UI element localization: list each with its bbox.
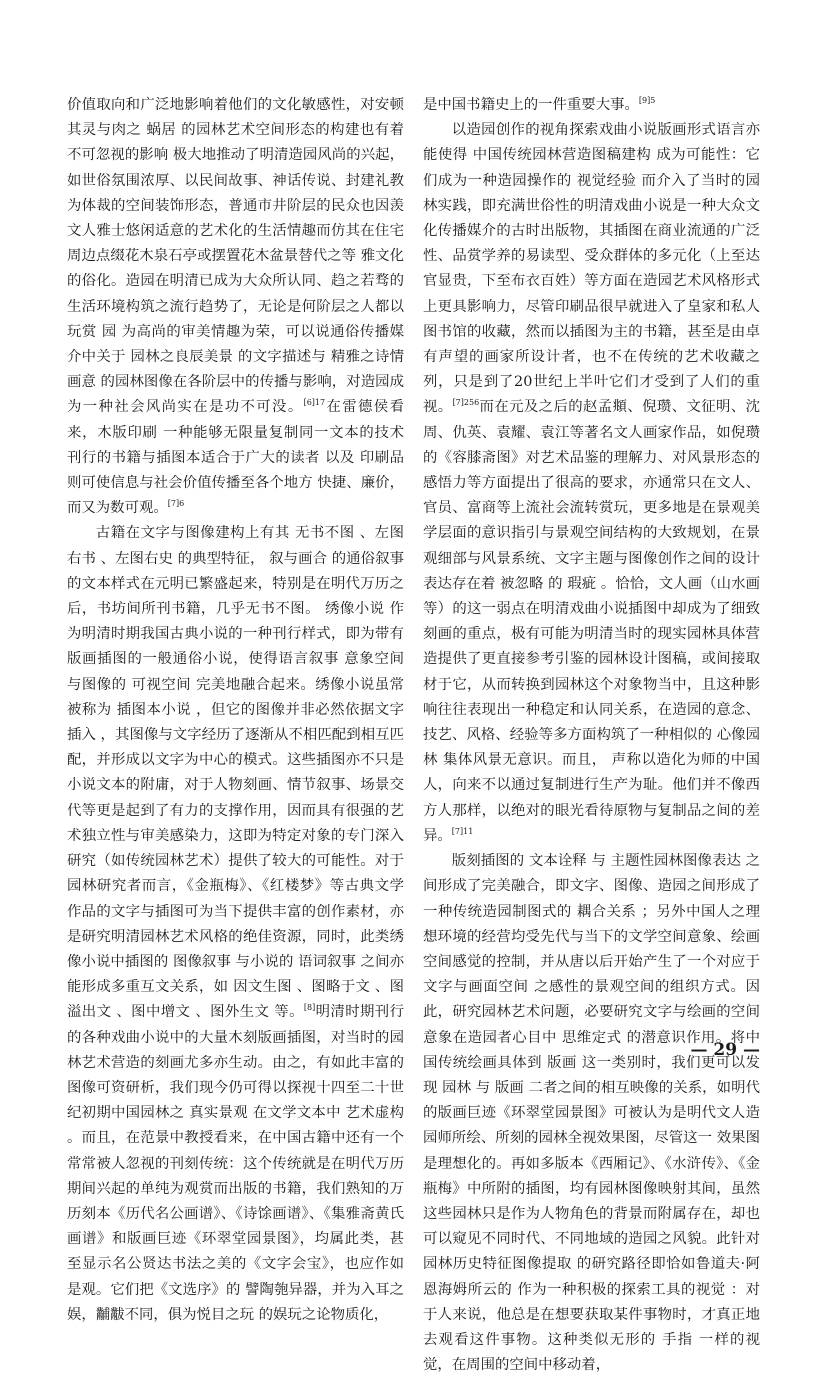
right-column (423, 93, 760, 1378)
citation: [8] (303, 1003, 316, 1013)
citation: [9]5 (638, 96, 656, 106)
paragraph-1: 价值取向和广泛地影响着他们的文化敏感性，对安顿其灵与肉之 蜗居 的园林艺术空间形态的构建也有着不可忽视的影响 极大地推动了明清造园风尚的兴起，如世俗氛围浓厚、以民间故事、神话传说、封建礼教为体裁的空间装饰形态，普通市井阶层的民众也因羡文人雅士悠闲适意的艺术化的生活情趣而仿其在住宅周边点缀花木泉石亭或摆置花木盆景替代之等 雅文化的俗化。造园在明清已成为大众所认同、趋之若骛的生活环境构筑之流行趋势了，无论是何阶层之人都以玩赏 园 为高尚的审美情趣为荣，可以说通俗传播媒介中关于 园林之良辰美景 的文字描述与 精雅之诗情画意 的园林图像在各阶层中的传播与影响，对造园成为一种社会风尚实在是功不可没。$^{[6]17}$在雷德侯看来，木版印刷 一种能够无限量复制同一文本的技术 刊行的书籍与插图本适合于广大的读者 以及 印刷品则可使信息与社会价值传播至各个地方 快捷、廉价，而又为数可观。$^{[7]6}$ (67, 97, 404, 517)
paragraph-2: 古籍在文字与图像建构上有其 无书不图 、左图右书 、左图右史 的典型特征， 叙与画合 的通俗叙事的文本样式在元明已繁盛起来，特别是在明代万历之后，书坊间所刊书籍，几乎无书不图。 绣像小说 作为明清时期我国古典小说的一种刊行样式，即为带有版画插图的一般通俗小说，使得语言叙事 意象空间 与图像的 可视空间 完美地融合起来。绣像小说虽常被称为 插图本小说 ，但它的图像并非必然依据文字 插入 ，其图像与文字经历了逐渐从不相匹配到相互匹配，并形成以文字为中心的模式。这些插图亦不只是小说文本的附庸，对于人物刻画、情节叙事、场景交代等更是起到了有力的支撑作用，因而具有很强的艺术独立性与审美感染力，这即为特定对象的专门深入研究（如传统园林艺术）提供了较大的可能性。对于园林研究者而言，《金瓶梅》、《红楼梦》等古典文学作品的文字与插图可为当下提供丰富的创作素材，亦是研究明清园林艺术风格的绝佳资源，同时，此类绣像小说中插图的 图像叙事 与小说的 语词叙事 之间亦能形成多重互文关系，如 因文生图 、图略于文 、图溢出文 、图中增文 、图外生文 等。[8]明清时期刊行的各种戏曲小说中的大量木刻版画插图，对当时的园林艺术营造的刻画尤多亦生动。由之，有如此丰富的图像可资研析，我们现今仍可得以探视十四至二十世纪初期中国园林之 真实景观 在文学文本中 艺术虚构 。而且，在范景中教授看来，在中国古籍中还有一个常常被人忽视的刊刻传统：这个传统就是在明代万历期间兴起的单纯为观赏而出版的书籍，我们熟知的万历刻本《历代名公画谱》、《诗馀画谱》、《集雅斋黄氏画谱》和版画巨迹《环翠堂园景图》，均属此类，甚至显示名公贤达书法之美的《文字会宝》，也应作如是观。它们把《文选序》的 譬陶匏异器，并为入耳之娱，黼黻不同，俱为悦目之玩 的娱玩之论物质化， (67, 525, 404, 1323)
citation: [7]6 (167, 499, 185, 509)
citation: [6]17 (303, 398, 326, 408)
citation: [7]11 (451, 827, 474, 837)
paragraph-5: 版刻插图的 文本诠释 与 主题性园林图像表达 之间形成了完美融合，即文字、图像、造园之间形成了一种传统造园制图式的 耦合关系 ；另外中国人之理想环境的经营均受先代与当下的文学空间意象、绘画空间感觉的控制，并从唐以后开始产生了一个对应于 文字与画面空间 之感性的景观空间的组织方式。因此，研究园林艺术问题，必要研究文字与绘画的空间意象在造园者心目中 思维定式 的潜意识作用。将中国传统绘画具体到 版画 这一类别时，我们更可以发现 园林 与 版画 二者之间的相互映像的关系，如明代的版画巨迹《环翠堂园景图》可被认为是明代文人造园师所绘、所刻的园林全视效果图，尽管这一 效果图 是理想化的。再如多版本《西厢记》、《水浒传》、《金瓶梅》中所附的插图，均有园林图像映射其间，虽然这些园林只是作为人物角色的背景而附属存在，却也可以窥见不同时代、不同地域的造园之风貌。此针对 园林历史特征图像提取 的研究路径即恰如鲁道夫·阿恩海姆所云的 作为一种积极的探索工具的视觉 ：对于人来说，他总是在想要获取某件事物时，才真正地去观看这件事物。这种类似无形的 手指 一样的视觉，在周围的空间中移动着， (423, 853, 760, 1374)
paragraph-4: 以造园创作的视角探索戏曲小说版画形式语言亦能使得 中国传统园林营造图稿建构 成为可能性：它们成为一种造园操作的 视觉经验 而介入了当时的园林实践，即充满世俗性的明清戏曲小说是一种大众文化传播媒介的古时出版物，其插图在商业流通的广泛性、品赏学养的易读型、受众群体的多元化（上至达官显贵，下至布衣百姓）等方面在造园艺术风格形式上更具影响力，尽管印刷品很早就进入了皇家和私人图书馆的收藏，然而以插图为主的书籍，甚至是由卓有声望的画家所设计者，也不在传统的艺术收藏之列，只是到了20世纪上半叶它们才受到了人们的重视。$^{[7]256}$而在元及之后的赵孟頫、倪瓒、文征明、沈周、仇英、袁耀、袁江等著名文人画家作品，如倪瓒的《容膝斋图》对艺术品鉴的理解力、对风景形态的感悟力等方面提出了很高的要求，亦通常只在文人、官员、富商等上流社会流转赏玩，更多地是在景观美学层面的意识指引与景观空间结构的大致规划，在景观细部与风景系统、文字主题与图像创作之间的设计表达存在着 被忽略 的 瑕疵 。恰恰，文人画（山水画等）的这一弱点在明清戏曲小说插图中却成为了细致刻画的重点，极有可能为明清当时的现实园林具体营造提供了更直接参考引鉴的园林设计图稿，或间接取材于它，从而转换到园林这个对象物当中，且这种影响往往表现出一种稳定和认同关系，在造园的意念、技艺、风格、经验等多方面构筑了一种相似的 心像园林 集体风景无意识。而且， 声称以造化为师的中国人，向来不以通过复制进行生产为耻。他们并不像西方人那样，以绝对的眼光看待原物与复制品之间的差异。$^{[7]11}$ (423, 122, 760, 844)
citation: [7]256 (452, 398, 480, 408)
page-number: — 29 — (690, 1040, 760, 1060)
paragraph-3: 是中国书籍史上的一件重要大事。$^{[9]5}$ (423, 96, 656, 113)
left-column (67, 93, 404, 1328)
